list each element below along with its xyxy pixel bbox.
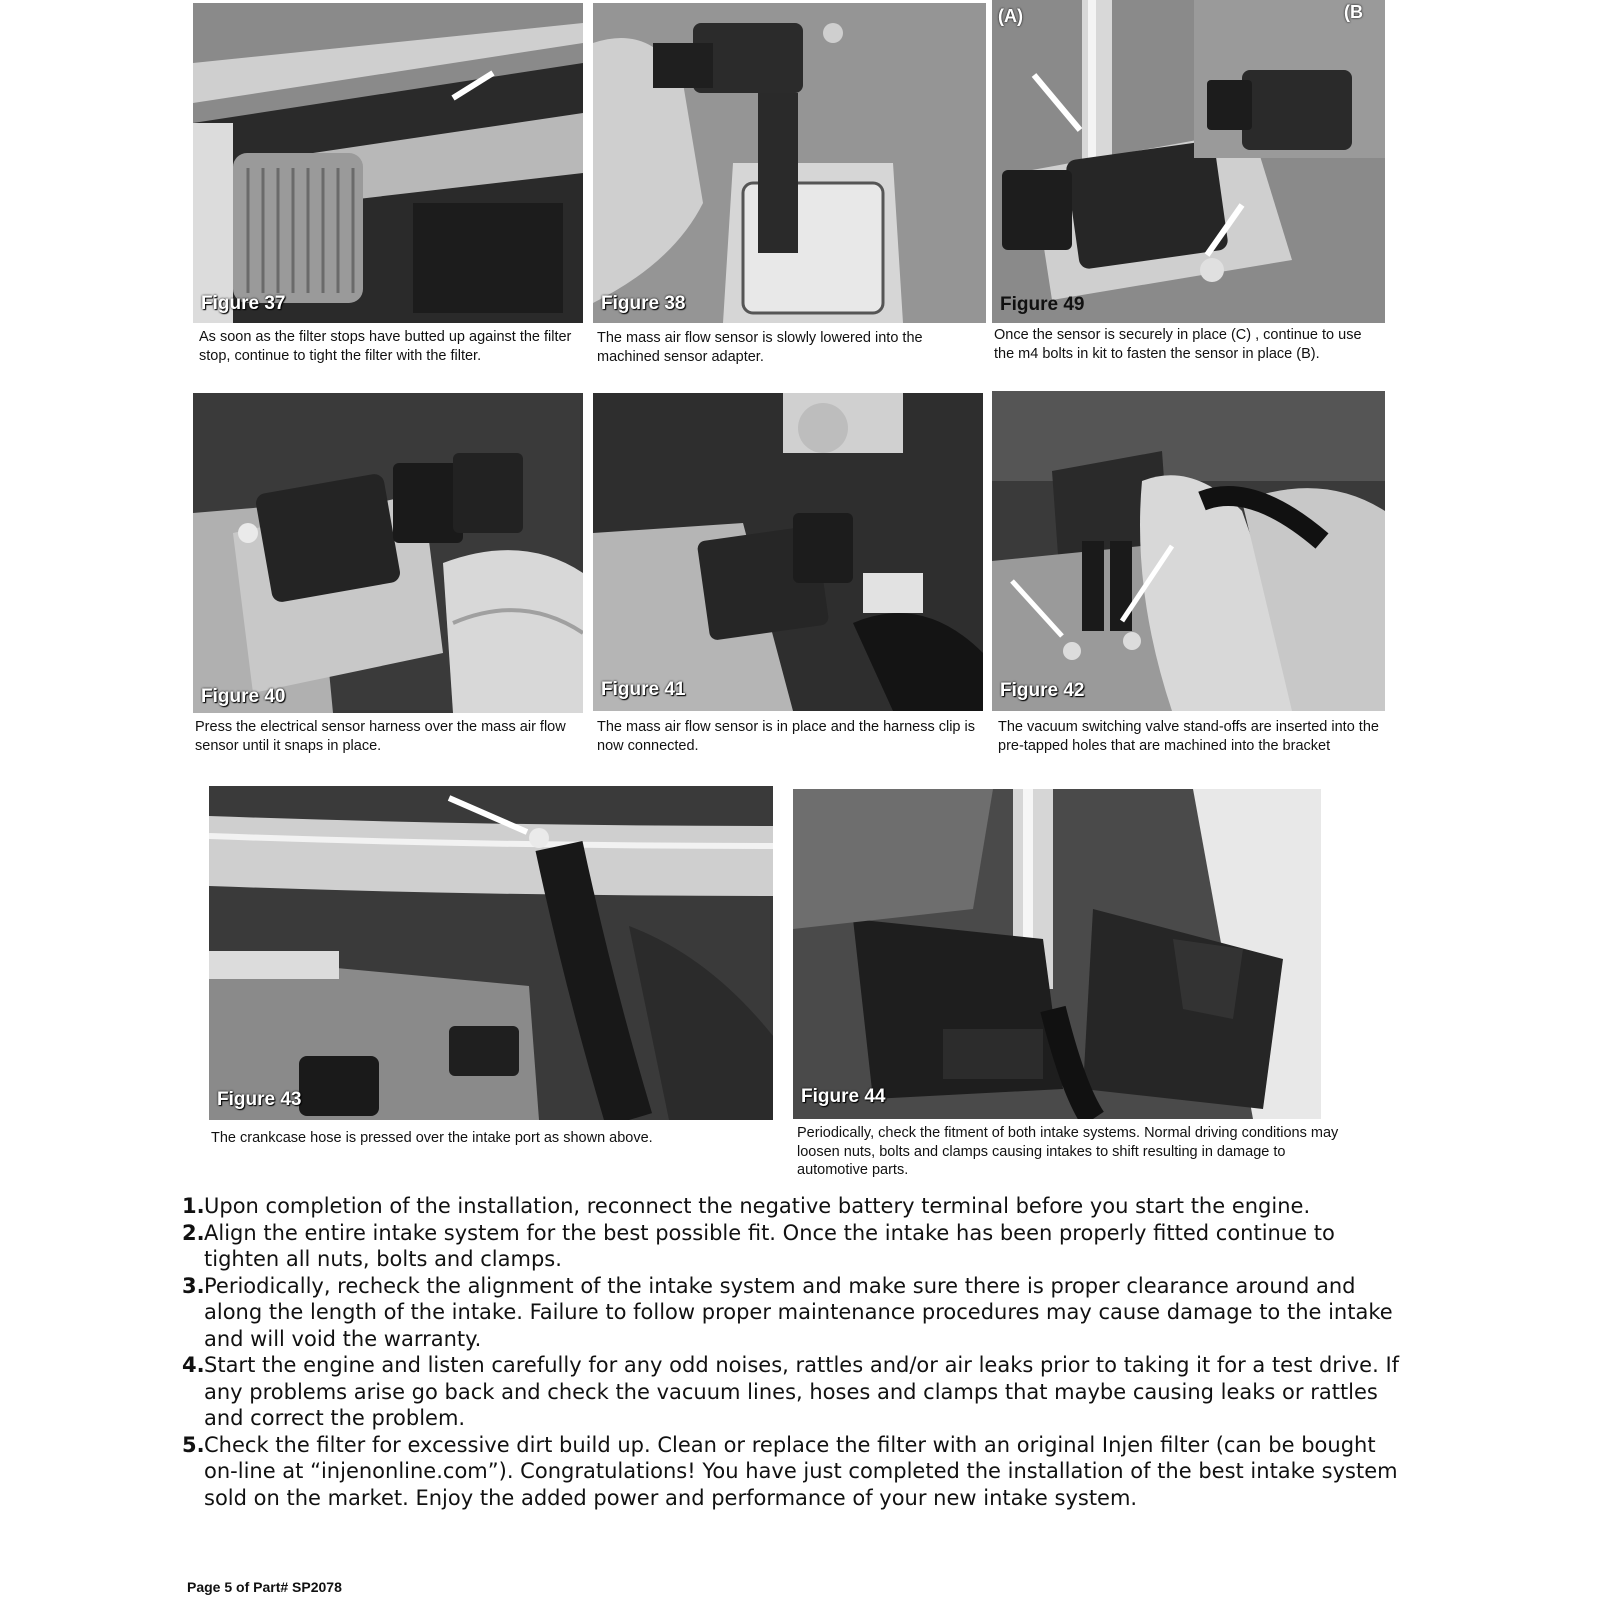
figure-49-corner-a: (A) <box>998 6 1023 26</box>
figure-41-label: Figure 41 <box>601 679 686 700</box>
step-number: 1. <box>182 1194 205 1218</box>
step-number: 5. <box>182 1432 205 1457</box>
figure-41-photo <box>593 393 983 711</box>
step-item <box>182 1432 1402 1512</box>
figure-49-corner-b: (B <box>1344 2 1363 22</box>
figure-37-photo <box>193 3 583 323</box>
step-item <box>182 1273 1402 1353</box>
step-text: Upon completion of the installation, reconnect the negative battery terminal before you start the engine. <box>204 1194 1311 1218</box>
figure-37-caption: As soon as the filter stops have butted up against the filter stop, continue to tight the filter with the filter. <box>199 329 572 364</box>
figure-49-photo <box>992 0 1385 323</box>
step-text: Periodically, recheck the alignment of the intake system and make sure there is proper clearance around and along the length of the intake. Failure to follow proper maintenance procedures may cause damage to the intake and will void the warranty. <box>204 1273 1393 1351</box>
step-number: 4. <box>182 1353 205 1377</box>
figure-37-label: Figure 37 <box>201 293 286 314</box>
figure-38-label: Figure 38 <box>601 293 686 314</box>
figure-38-photo <box>593 3 986 323</box>
figure-43-caption: The crankcase hose is pressed over the intake port as shown above. <box>211 1130 653 1146</box>
figure-44-caption: Periodically, check the fitment of both intake systems. Normal driving conditions may loosen nuts, bolts and clamps causing intakes to shift resulting in damage to automotive parts. <box>797 1125 1339 1178</box>
figure-49-label: Figure 49 <box>1000 294 1085 315</box>
figure-44-photo <box>793 789 1321 1119</box>
figure-40 <box>193 393 583 773</box>
figure-42-label: Figure 42 <box>1000 680 1085 701</box>
figure-42-photo <box>992 391 1385 711</box>
figure-38-caption: The mass air flow sensor is slowly lowered into the machined sensor adapter. <box>597 330 923 365</box>
figure-43-label: Figure 43 <box>217 1089 302 1110</box>
figure-49-caption: Once the sensor is securely in place (C) , continue to use the m4 bolts in kit to fasten the sensor in place (B). <box>994 327 1362 362</box>
step-number: 2. <box>182 1220 205 1245</box>
figure-40-caption: Press the electrical sensor harness over the mass air flow sensor until it snaps in place. <box>195 719 566 754</box>
page-footer: Page 5 of Part# SP2078 <box>187 1579 342 1595</box>
step-text: Align the entire intake system for the best possible fit. Once the intake has been properly fitted continue to tighten all nuts, bolts and clamps. <box>204 1220 1335 1271</box>
figure-49 <box>992 0 1385 391</box>
figure-43 <box>209 786 773 1156</box>
step-number: 3. <box>182 1273 205 1298</box>
figure-42 <box>992 391 1385 776</box>
figure-44-label: Figure 44 <box>801 1086 886 1107</box>
figure-44 <box>793 789 1353 1189</box>
figure-40-label: Figure 40 <box>201 686 286 707</box>
step-item <box>182 1352 1402 1432</box>
step-text: Start the engine and listen carefully for any odd noises, rattles and/or air leaks prior to taking it for a test drive. If any problems arise go back and check the vacuum lines, hoses and clamps that maybe causing leaks or rattles and correct the problem. <box>204 1353 1400 1430</box>
figure-40-photo <box>193 393 583 713</box>
figure-41 <box>593 393 983 773</box>
figure-38 <box>593 3 986 391</box>
figure-43-photo <box>209 786 773 1120</box>
figure-41-caption: The mass air flow sensor is in place and the harness clip is now connected. <box>597 719 975 754</box>
figure-37 <box>193 3 583 391</box>
completion-steps <box>182 1193 1402 1511</box>
step-item <box>182 1193 1402 1220</box>
figure-42-caption: The vacuum switching valve stand-offs are inserted into the pre-tapped holes that are machined into the bracket <box>998 719 1379 754</box>
step-item <box>182 1220 1402 1273</box>
step-text: Check the filter for excessive dirt build up. Clean or replace the filter with an original Injen filter (can be bought on-line at “injenonline.com”). Congratulations! You have just completed the installation of the best intake system sold on the market. Enjoy the added power and performance of your new intake system. <box>204 1432 1398 1510</box>
